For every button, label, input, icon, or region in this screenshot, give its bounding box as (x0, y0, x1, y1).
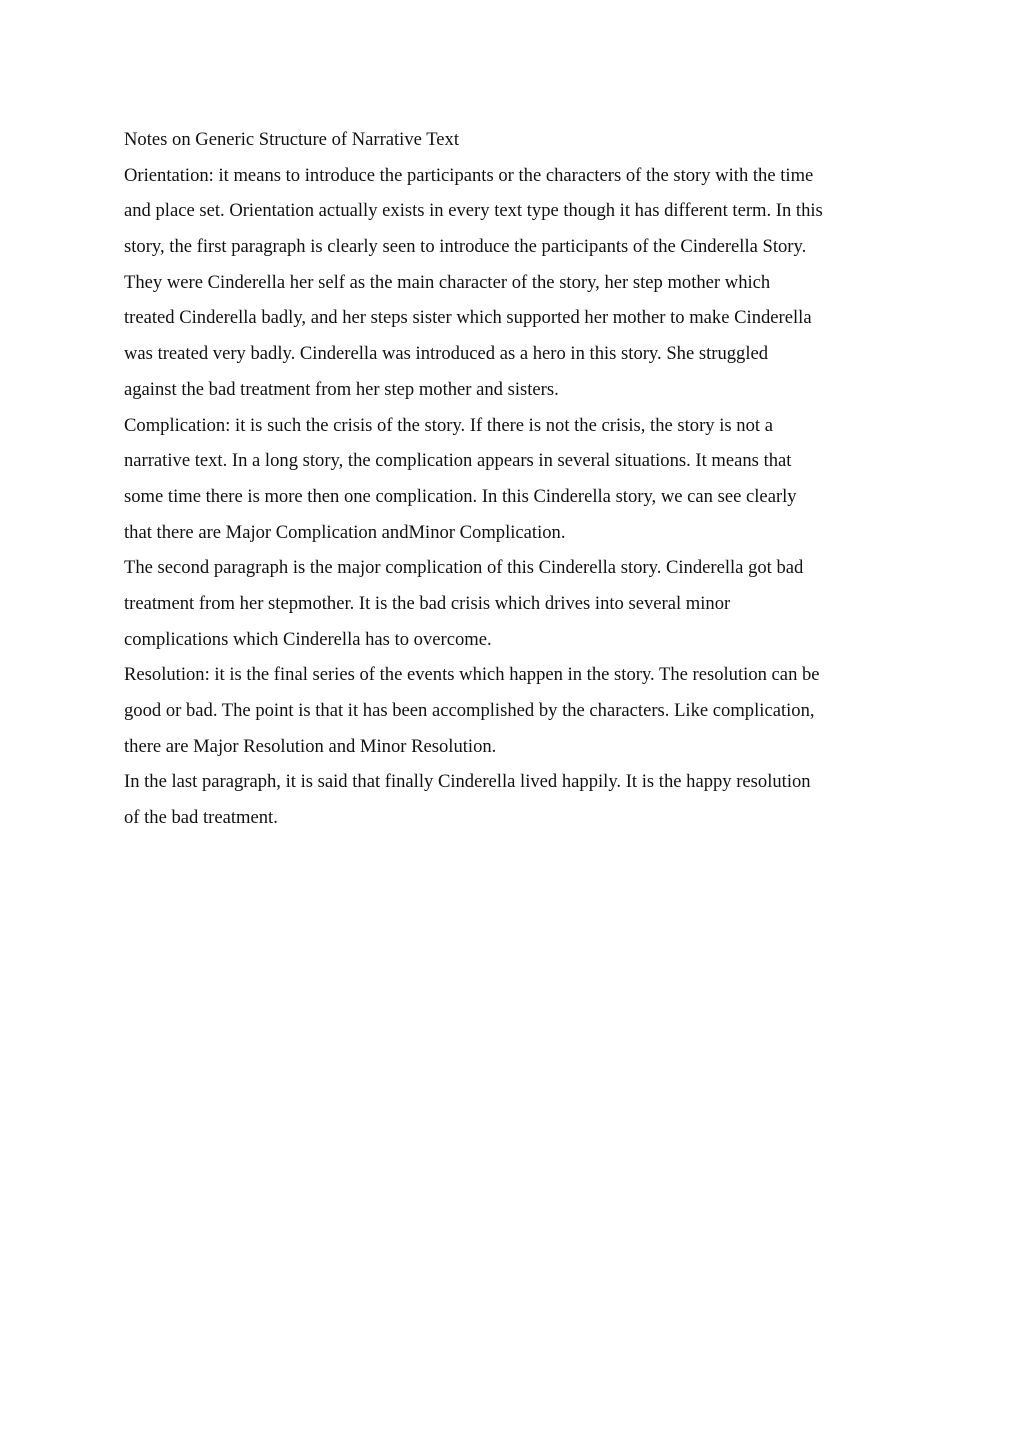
text-line: They were Cinderella her self as the main character of the story, her step mother which (124, 271, 771, 293)
document-title: Notes on Generic Structure of Narrative Text (124, 129, 459, 150)
text-line: In the last paragraph, it is said that finally Cinderella lived happily. It is the happy resolution (124, 771, 811, 793)
text-line: story, the first paragraph is clearly seen to introduce the participants of the Cinderella Story. (124, 236, 807, 258)
text-line: of the bad treatment. (124, 807, 278, 829)
text-line: treatment from her stepmother. It is the bad crisis which drives into several minor (124, 592, 731, 614)
document-body (124, 122, 914, 836)
text-line: good or bad. The point is that it has been accomplished by the characters. Like complication, (124, 700, 815, 721)
text-line: narrative text. In a long story, the complication appears in several situations. It means that (124, 450, 792, 472)
text-line: Complication: it is such the crisis of the story. If there is not the crisis, the story is not a (124, 414, 773, 436)
text-line: against the bad treatment from her step mother and sisters. (124, 378, 559, 400)
text-line: some time there is more then one complication. In this Cinderella story, we can see clearly (124, 485, 797, 507)
text-line: The second paragraph is the major complication of this Cinderella story. Cinderella got bad (124, 557, 804, 579)
text-line: and place set. Orientation actually exists in every text type though it has different term. In this (124, 200, 823, 222)
text-line: there are Major Resolution and Minor Resolution. (124, 735, 497, 757)
text-line: Orientation: it means to introduce the participants or the characters of the story with the time (124, 164, 814, 186)
text-line: treated Cinderella badly, and her steps sister which supported her mother to make Cinderella (124, 307, 812, 329)
text-line: complications which Cinderella has to overcome. (124, 628, 492, 650)
text-line: that there are Major Complication andMinor Complication. (124, 521, 566, 543)
text-line: was treated very badly. Cinderella was introduced as a hero in this story. She struggled (124, 343, 769, 365)
text-line: Resolution: it is the final series of the events which happen in the story. The resolution can be (124, 664, 820, 686)
